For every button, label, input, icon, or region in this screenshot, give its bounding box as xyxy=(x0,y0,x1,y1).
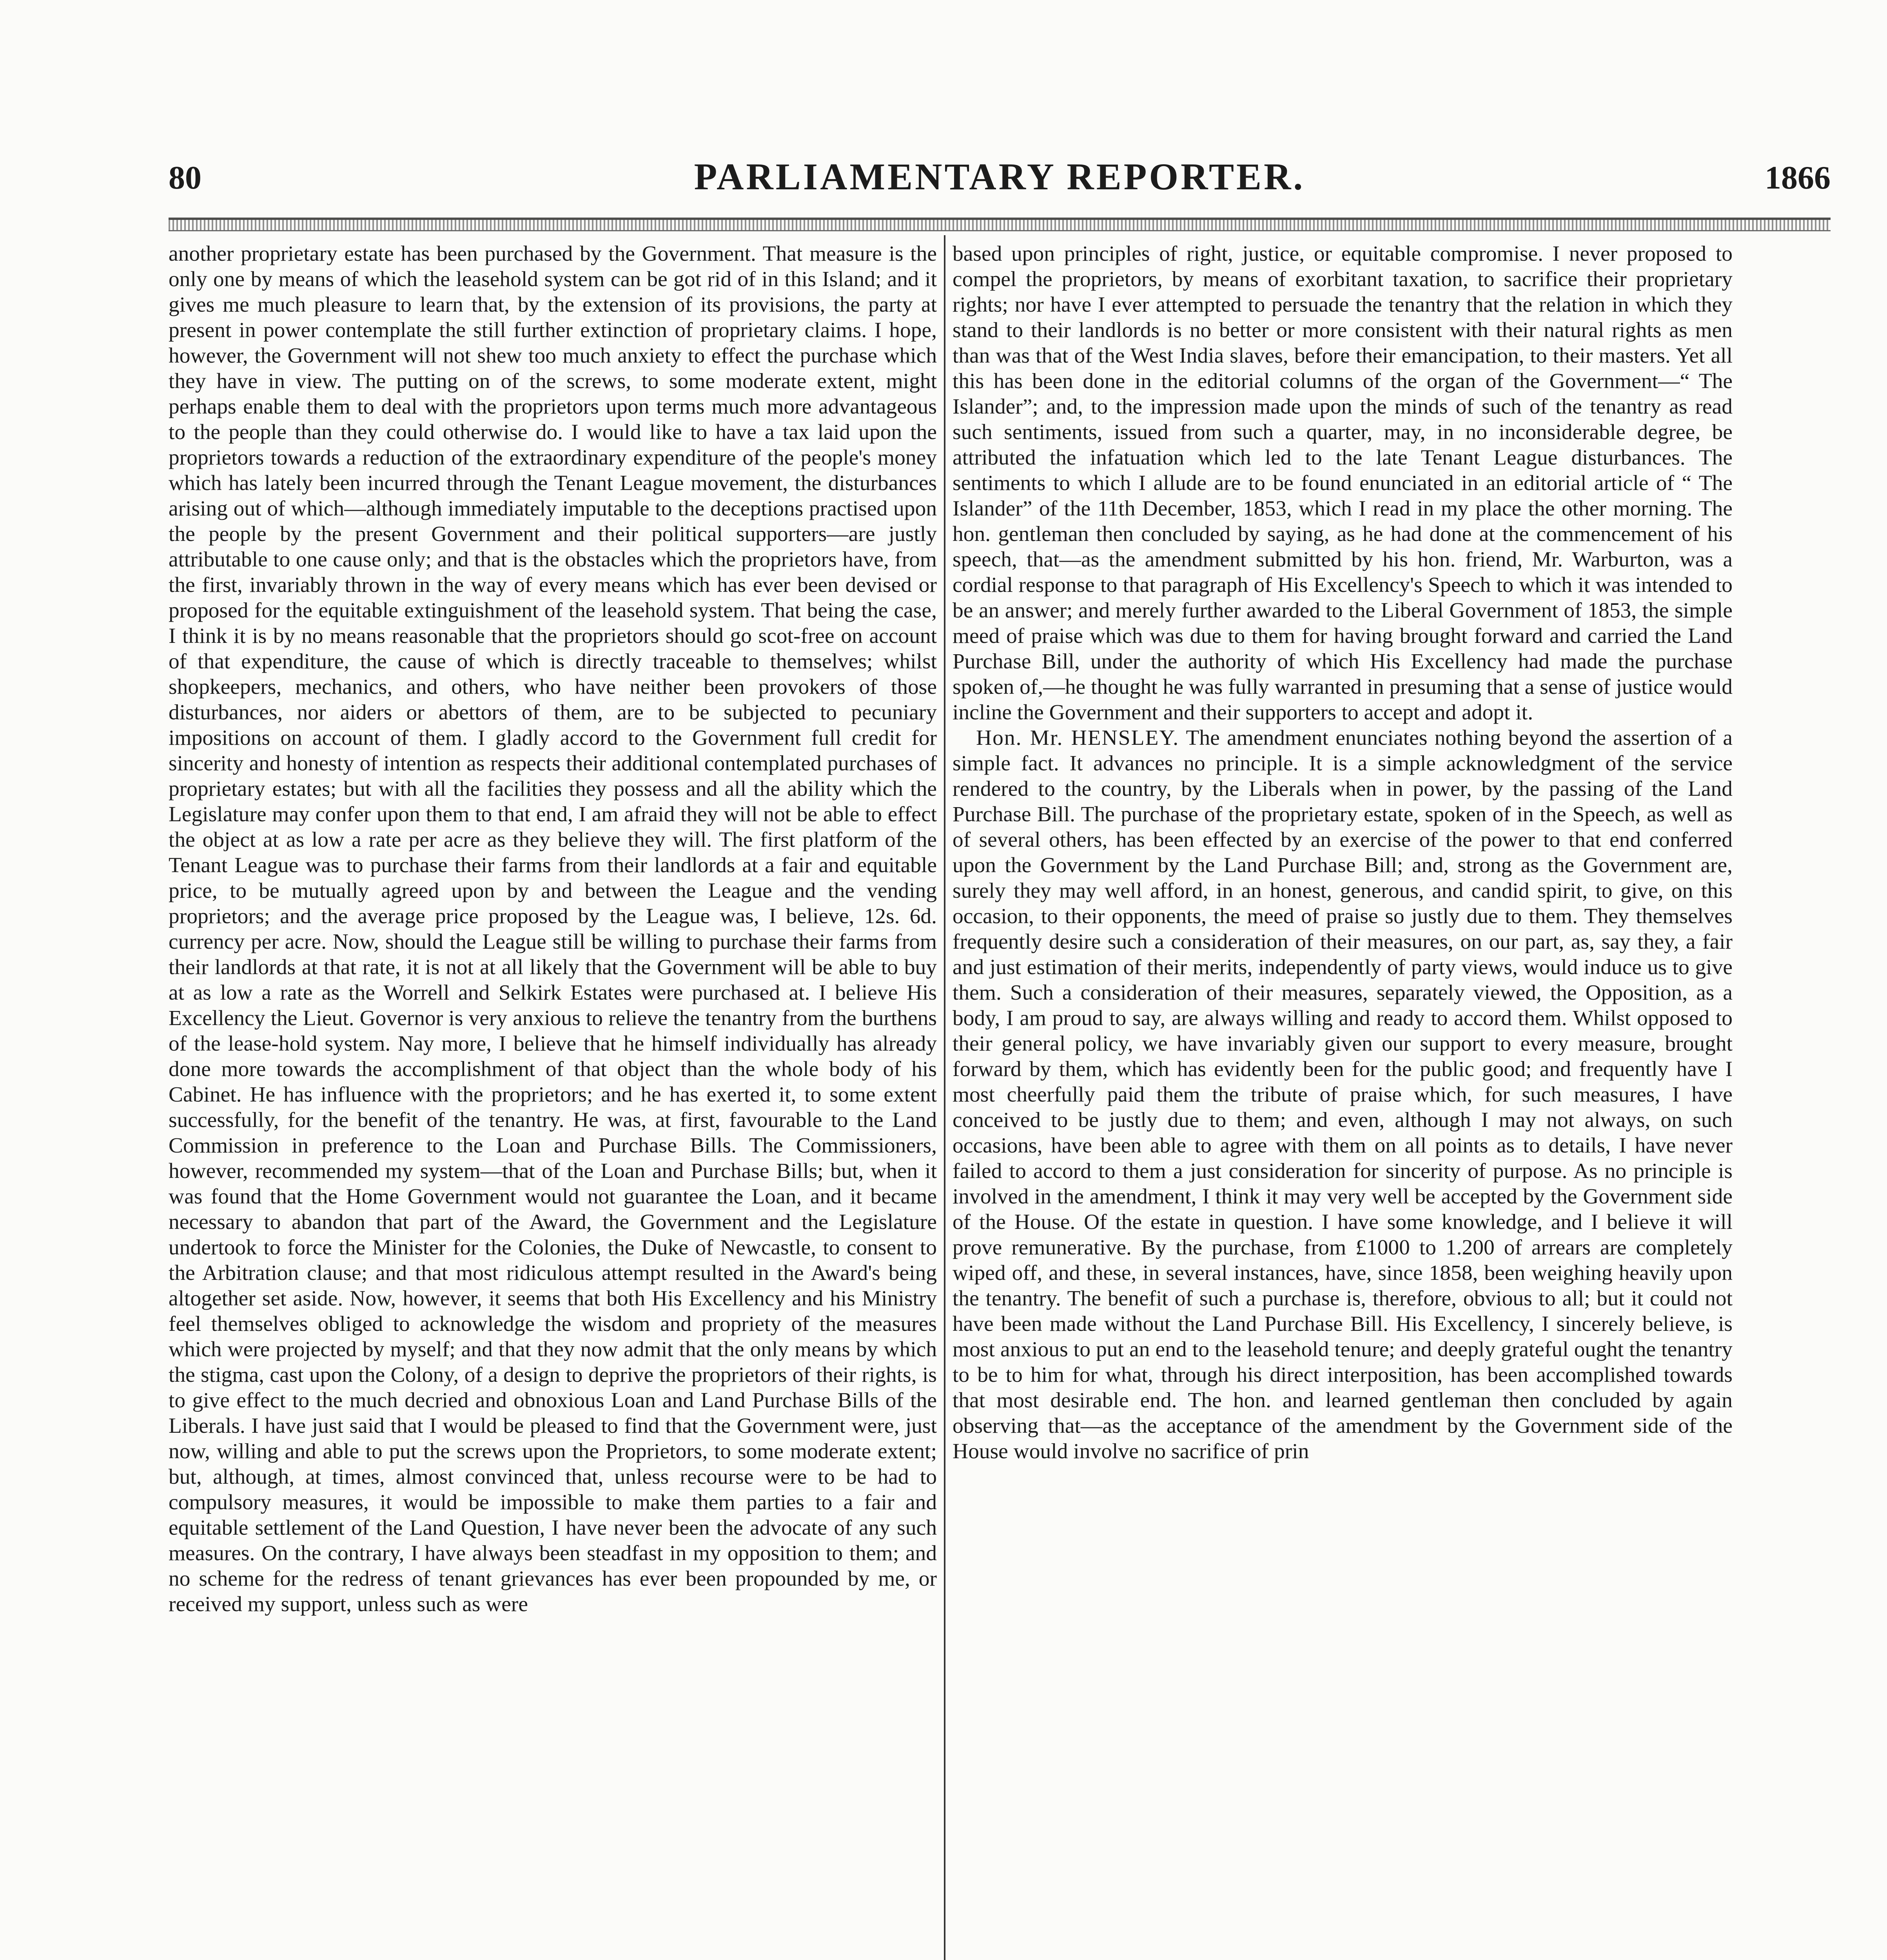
page-number: 80 xyxy=(169,160,201,196)
speech-paragraph xyxy=(953,725,1733,1464)
publication-title: PARLIAMENTARY REPORTER. xyxy=(694,156,1305,198)
right-column xyxy=(953,241,1733,1960)
right-column-paragraph-1: based upon principles of right, justice, or equitable compromise. I never proposed to compel the proprietors, by means of exorbitant taxation, to sacrifice their proprietary rights; nor have I ever attempted to persuade the tenantry that the relation in which they stand to their landlords is no better or more consistent with their natural rights as men than was that of the West India slaves, before their emancipation, to their masters. Yet all this has been done in the editorial columns of the organ of the Government—“ The Islander”; and, to the impression made upon the minds of such of the tenantry as read such sentiments, issued from such a quarter, may, in no inconsiderable degree, be attributed the infatuation which led to the late Tenant League disturbances. The sentiments to which I allude are to be found enunciated in an editorial article of “ The Islander” of the 11th December, 1853, which I read in my place the other morning. The hon. gentleman then concluded by saying, as he had done at the commencement of his speech, that—as the amendment submitted by his hon. friend, Mr. Warburton, was a cordial response to that paragraph of His Excellency's Speech to which it was intended to be an answer; and merely further awarded to the Liberal Government of 1853, the simple meed of praise which was due to them for having brought forward and carried the Land Purchase Bill, under the authority of which His Excellency had made the purchase spoken of,—he thought he was fully warranted in presuming that a sense of justice would incline the Government and their supporters to accept and adopt it. xyxy=(953,242,1733,724)
left-column xyxy=(169,241,937,1960)
year: 1866 xyxy=(1765,160,1831,196)
speaker-name: Hon. Mr. HENSLEY. xyxy=(976,726,1179,750)
left-column-text: another proprietary estate has been purchased by the Government. That measure is the only one by means of which the leasehold system can be got rid of in this Island; and it gives me much pleasure to learn that, by the extension of its provisions, the party at present in power contemplate the still further extinction of proprietary claims. I hope, however, the Government will not shew too much anxiety to effect the purchase which they have in view. The putting on of the screws, to some moderate extent, might perhaps enable them to deal with the proprietors upon terms much more advantageous to the people than they could otherwise do. I would like to have a tax laid upon the proprietors towards a reduction of the extraordinary expenditure of the people's money which has lately been incurred through the Tenant League movement, the disturbances arising out of which—although immediately imputable to the deceptions practised upon the people by the present Government and their political supporters—are justly attributable to one cause only; and that is the obstacles which the proprietors have, from the first, invariably thrown in the way of every means which has ever been devised or proposed for the equitable extinguishment of the leasehold system. That being the case, I think it is by no means reasonable that the proprietors should go scot-free on account of that expenditure, the cause of which is directly traceable to themselves; whilst shopkeepers, mechanics, and others, who have neither been provokers of those disturbances, nor aiders or abettors of them, are to be subjected to pecuniary impositions on account of them. I gladly accord to the Government full credit for sincerity and honesty of intention as respects their additional contemplated purchases of proprietary estates; but with all the facilities they possess and all the ability which the Legislature may confer upon them to that end, I am afraid they will not be able to effect the object at as low a rate per acre as they believe they will. The first platform of the Tenant League was to purchase their farms from their landlords at a fair and equitable price, to be mutually agreed upon by and between the League and the vending proprietors; and the average price proposed by the League was, I believe, 12s. 6d. currency per acre. Now, should the League still be willing to purchase their farms from their landlords at that rate, it is not at all likely that the Government will be able to buy at as low a rate as the Worrell and Selkirk Estates were purchased at. I believe His Excellency the Lieut. Governor is very anxious to relieve the tenantry from the burthens of the lease-hold system. Nay more, I believe that he himself individually has already done more towards the accomplishment of that object than the whole body of his Cabinet. He has influence with the proprietors; and he has exerted it, to some extent successfully, for the benefit of the tenantry. He was, at first, favourable to the Land Commission in preference to the Loan and Purchase Bills. The Commissioners, however, recommended my system—that of the Loan and Purchase Bills; but, when it was found that the Home Government would not guarantee the Loan, and it became necessary to abandon that part of the Award, the Government and the Legislature undertook to force the Minister for the Colonies, the Duke of Newcastle, to consent to the Arbitration clause; and that most ridiculous attempt resulted in the Award's being altogether set aside. Now, however, it seems that both His Excellency and his Ministry feel themselves obliged to acknowledge the wisdom and propriety of the measures which were projected by myself; and that they now admit that the only means by which the stigma, cast upon the Colony, of a design to deprive the proprietors of their rights, is to give effect to the much decried and obnoxious Loan and Land Purchase Bills of the Liberals. I have just said that I would be pleased to find that the Government were, just now, willing and able to put the screws upon the Proprietors, to some moderate extent; but, although, at times, almost convinced that, unless recourse were to be had to compulsory measures, it would be impossible to make them parties to a fair and equitable settlement of the Land Question, I have never been the advocate of any such measures. On the contrary, I have always been steadfast in my opposition to them; and no scheme for the redress of tenant grievances has ever been propounded by me, or received my support, unless such as were xyxy=(169,242,937,1616)
header-rule xyxy=(169,218,1831,231)
right-column-paragraph-2: The amendment enunciates nothing beyond the assertion of a simple fact. It advances no principle. It is a simple acknowledgment of the service rendered to the country, by the Liberals when in power, by the passing of the Land Purchase Bill. The purchase of the proprietary estate, spoken of in the Speech, as well as of several others, has been effected by an exercise of the power to that end conferred upon the Government by the Land Purchase Bill; and, strong as the Government are, surely they may well afford, in an honest, generous, and candid spirit, to give, on this occasion, to their opponents, the meed of praise so justly due to them. They themselves frequently desire such a consideration of their measures, on our part, as, say they, a fair and just estimation of their merits, independently of party views, would induce us to give them. Such a consideration of their measures, separately viewed, the Opposition, as a body, I am proud to say, are always willing and ready to accord them. Whilst opposed to their general policy, we have invariably given our support to every measure, brought forward by them, which has evidently been for the public good; and frequently have I most cheerfully paid them the tribute of praise which, for such measures, I have conceived to be justly due to them; and even, although I may not always, on such occasions, have been able to agree with them on all points as to details, I have never failed to accord to them a just consideration for sincerity of purpose. As no principle is involved in the amendment, I think it may very well be accepted by the Government side of the House. Of the estate in question. I have some knowledge, and I believe it will prove remunerative. By the purchase, from £1000 to 1.200 of arrears are completely wiped off, and these, in several instances, have, since 1858, been weighing heavily upon the tenantry. The benefit of such a purchase is, therefore, obvious to all; but it could not have been made without the Land Purchase Bill. His Excellency, I sincerely believe, is most anxious to put an end to the leasehold tenure; and deeply grateful ought the tenantry to be to him for what, through his direct interposition, has been accomplished towards that most desirable end. The hon. and learned gentleman then concluded by again observing that—as the acceptance of the amendment by the Government side of the House would involve no sacrifice of prin xyxy=(953,726,1733,1463)
page-header xyxy=(169,155,1831,214)
column-divider xyxy=(944,235,945,1960)
